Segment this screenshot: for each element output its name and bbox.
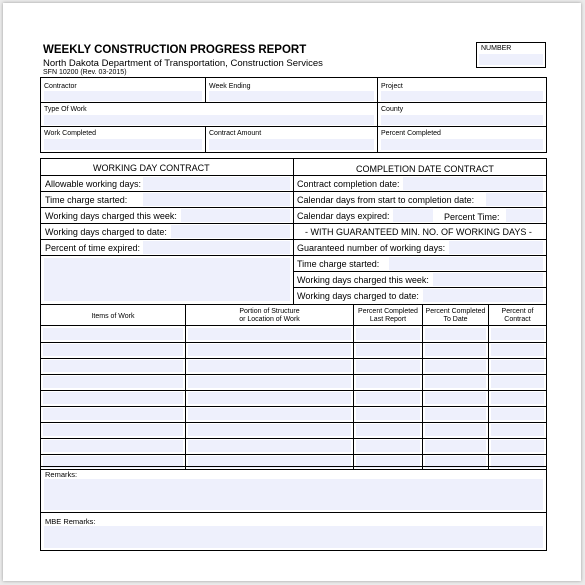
item-cell[interactable] [43,376,183,388]
mbe-remarks-label: MBE Remarks: [45,517,96,526]
percent-time-label: Percent Time: [444,212,500,222]
allowable-working-days-label: Allowable working days: [45,179,142,189]
item-cell[interactable] [356,440,420,452]
guaranteed-number-label: Guaranteed number of working days: [297,243,446,253]
week-ending-label: Week Ending [209,83,251,90]
item-cell[interactable] [188,440,351,452]
calendar-start-label: Calendar days from start to completion date: [297,195,475,205]
item-cell[interactable] [491,344,544,356]
items-table [40,304,547,470]
item-cell[interactable] [425,360,486,372]
item-cell[interactable] [491,440,544,452]
days-charged-week-label: Working days charged this week: [45,211,177,221]
last-report-header: Last Report [369,316,407,323]
item-cell[interactable] [188,360,351,372]
item-cell[interactable] [356,360,420,372]
mbe-remarks-field[interactable] [44,526,543,548]
items-of-work-header: Items of Work [91,313,135,320]
week-ending-field[interactable] [209,91,374,101]
item-cell[interactable] [188,328,351,340]
form-number: SFN 10200 (Rev. 03-2015) [43,69,127,76]
days-charged-date-field[interactable] [171,225,290,238]
work-completed-label: Work Completed [44,130,97,137]
report-title: WEEKLY CONSTRUCTION PROGRESS REPORT [43,44,307,56]
working-day-heading: WORKING DAY CONTRACT [93,163,210,173]
contract-completion-label: Contract completion date: [297,179,400,189]
item-cell[interactable] [356,424,420,436]
item-cell[interactable] [43,408,183,420]
item-cell[interactable] [188,376,351,388]
number-field[interactable] [479,54,543,65]
calendar-expired-label: Calendar days expired: [297,211,390,221]
calendar-expired-field[interactable] [393,209,433,222]
project-field[interactable] [381,91,543,101]
guaranteed-number-field[interactable] [449,241,543,254]
contract-amount-field[interactable] [209,139,374,150]
project-label: Project [381,83,403,90]
item-cell[interactable] [491,376,544,388]
item-cell[interactable] [188,408,351,420]
days-charged-week-field[interactable] [181,209,290,222]
item-cell[interactable] [356,328,420,340]
contract-header: Contract [504,316,531,323]
percent-completed-field[interactable] [381,139,543,150]
calendar-start-field[interactable] [486,193,543,206]
county-field[interactable] [381,115,543,125]
percent-contract-header: Percent of [501,308,534,315]
item-cell[interactable] [491,392,544,404]
percent-time-expired-field[interactable] [143,241,290,254]
completed-date-header: Percent Completed [425,308,486,315]
completion-charged-week-label: Working days charged this week: [297,275,429,285]
type-of-work-field[interactable] [44,115,374,125]
item-cell[interactable] [43,424,183,436]
to-date-header: To Date [443,316,468,323]
item-cell[interactable] [356,376,420,388]
county-label: County [381,106,404,113]
contract-section [40,158,547,305]
number-label: NUMBER [481,45,512,52]
time-charge-started-field[interactable] [143,193,290,206]
form-page [3,3,581,581]
item-cell[interactable] [188,344,351,356]
days-charged-date-label: Working days charged to date: [45,227,167,237]
completion-charged-date-label: Working days charged to date: [297,291,419,301]
percent-time-expired-label: Percent of time expired: [45,243,141,253]
portion-structure-header: Portion of Structure [239,308,300,315]
type-of-work-label: Type Of Work [44,106,87,113]
remarks-label: Remarks: [45,470,78,479]
item-cell[interactable] [43,440,183,452]
percent-time-field[interactable] [506,209,543,222]
item-cell[interactable] [491,408,544,420]
item-cell[interactable] [425,408,486,420]
guaranteed-heading: - WITH GUARANTEED MIN. NO. OF WORKING DAYS - [305,227,532,237]
info-grid [40,77,547,153]
contract-completion-field[interactable] [403,177,543,190]
allowable-working-days-field[interactable] [143,177,290,190]
number-box [476,42,546,68]
completion-heading: COMPLETION DATE CONTRACT [356,164,494,174]
item-cell[interactable] [356,408,420,420]
item-cell[interactable] [491,328,544,340]
working-day-notes-field[interactable] [44,258,290,301]
contractor-label: Contractor [44,83,77,90]
item-cell[interactable] [425,392,486,404]
item-cell[interactable] [425,440,486,452]
item-cell[interactable] [356,392,420,404]
item-cell[interactable] [43,392,183,404]
location-header: or Location of Work [239,316,300,323]
contract-amount-label: Contract Amount [209,130,262,137]
percent-completed-label: Percent Completed [381,130,441,137]
completion-time-charge-field[interactable] [389,257,543,270]
department-name: North Dakota Department of Transportation, Construction Services [43,58,323,69]
item-cell[interactable] [425,344,486,356]
item-cell[interactable] [491,360,544,372]
item-cell[interactable] [43,344,183,356]
completed-last-header: Percent Completed [358,308,418,315]
completion-charged-week-field[interactable] [433,273,543,286]
contractor-field[interactable] [44,91,202,101]
item-cell[interactable] [356,344,420,356]
item-cell[interactable] [425,328,486,340]
item-cell[interactable] [188,392,351,404]
completion-time-charge-label: Time charge started: [297,259,380,269]
work-completed-field[interactable] [44,139,202,150]
time-charge-started-label: Time charge started: [45,195,128,205]
remarks-section [40,466,547,551]
item-cell[interactable] [43,360,183,372]
item-cell[interactable] [188,424,351,436]
completion-charged-date-field[interactable] [423,289,543,302]
item-cell[interactable] [425,376,486,388]
item-cell[interactable] [425,424,486,436]
item-cell[interactable] [43,328,183,340]
remarks-field[interactable] [44,479,543,510]
item-cell[interactable] [491,424,544,436]
